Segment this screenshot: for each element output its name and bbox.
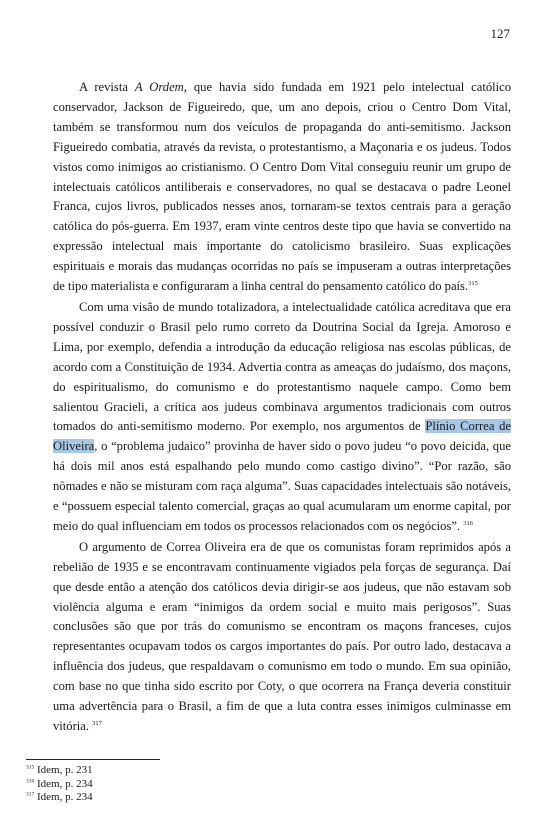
footnote-ref[interactable]: 316 <box>463 519 473 527</box>
paragraph <box>53 538 511 737</box>
footnote-text: Idem, p. 234 <box>37 791 93 804</box>
paragraph <box>53 78 511 297</box>
footnote-text: Idem, p. 234 <box>37 777 93 790</box>
footnote-number: 316 <box>26 778 35 785</box>
footnotes <box>26 764 93 805</box>
body-text <box>53 78 511 738</box>
footnote-ref[interactable]: 317 <box>92 719 102 727</box>
footnote <box>26 778 93 792</box>
paragraph <box>53 298 511 537</box>
paragraph-text: , que havia sido fundada em 1921 pelo intelectual católico conservador, Jackson de Figueiredo, que, um ano depois, criou o Centro Dom Vital, também se transformou num dos veículos de propaganda do anti-semitismo. Jackson Figueiredo combatia, através da revista, o protestantismo, a Maçonaria e os judeus. Todos vistos como inimigos ao cristianismo. O Centro Dom Vital conseguiu reunir um grupo de intelectuais católicos antiliberais e conservadores, no qual se destacava o padre Leonel Franca, cujos livros, publicados nesses anos, tornaram-se textos centrais para a geração católica do pós-guerra. Em 1937, eram vinte centros deste tipo que havia se convertido na expressão intelectual mais importante do catolicismo brasileiro. Suas explicações espirituais e morais das mudanças ocorridas no país se impuseram a outras interpretações de tipo materialista e configuraram a linha central do pensamento católico do país. <box>53 80 511 294</box>
paragraph-text: , o “problema judaico” provinha de haver sido o povo judeu “o povo deicida, que há dois mil anos está espalhando pelo mundo como castigo divino”. “Por razão, são nômades e não se misturam com raça alguma”. Suas capacidades intelectuais são notáveis, e “possuem especial talento comercial, graças ao qual acumularam um enorme capital, por meio do qual influenciam em todos os processos relacionados com os negócios”. <box>53 439 511 533</box>
footnote-ref[interactable]: 315 <box>468 279 478 287</box>
footnote-number: 317 <box>26 791 35 798</box>
journal-title: A Ordem <box>134 80 184 94</box>
paragraph-text: A revista <box>79 80 135 94</box>
footnote-number: 315 <box>26 764 35 771</box>
selected-text-highlight[interactable]: Plínio Correa de Oliveira <box>53 419 512 454</box>
paragraph-text: O argumento de Correa Oliveira era de que os comunistas foram reprimidos após a rebelião de 1935 e se encontravam continuamente vigiados pela forças de segurança. Daí que desde então a atenção dos católicos devia dirigir-se aos judeus, que não estavam sob violência alguma e eram “inimigos da ordem social e muito mais perigosos”. Suas conclusões são que por trás do comunismo se encontram os maçons franceses, cujos representantes ocupavam todos os cargos importantes do país. Por outro lado, destacava a influência dos judeus, que respaldavam o comunismo em todo o mundo. Em sua opinião, com base no que tinha sido escrito por Coty, o que ocorrera na França deveria constituir uma advertência para o Brasil, a fim de que a luta contra esses inimigos culminasse em vitória. <box>53 539 511 733</box>
footnote-text: Idem, p. 231 <box>37 764 93 776</box>
page-number: 127 <box>490 26 510 41</box>
paragraph-text: Com uma visão de mundo totalizadora, a intelectualidade católica acreditava que era possível conduzir o Brasil pelo rumo correto da Doutrina Social da Igreja. Amoroso e Lima, por exemplo, defendia a introdução da educação religiosa nas escolas públicas, de acordo com a Constituição de 1934. Advertia contra as ameaças do judaísmo, dos maçons, do espiritualismo, do comunismo e do protestantismo naquele campo. Como bem salientou Gracieli, a crítica aos judeus combinava argumentos tradicionais com outros tomados do anti-semitismo moderno. Por exemplo, nos argumentos de <box>53 299 511 434</box>
footnote <box>26 764 93 778</box>
footnote-separator <box>26 759 160 760</box>
footnote <box>26 791 93 805</box>
